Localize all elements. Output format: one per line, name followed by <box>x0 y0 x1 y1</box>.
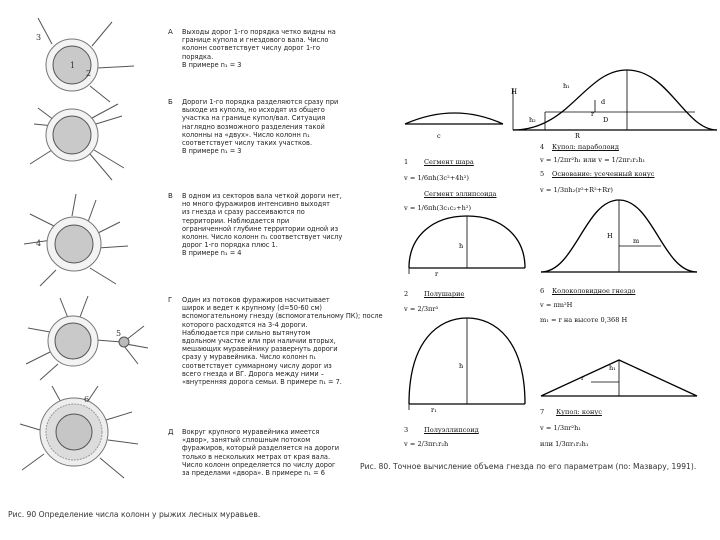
semi-ellipsoid-formula: v = 2/3πr₁r₂h <box>404 440 449 448</box>
nest-profile <box>513 70 717 130</box>
hemisphere-title: Полушарие <box>424 290 465 298</box>
variant-letter-g: Г <box>168 296 173 304</box>
label-a-1: 1 <box>70 61 76 70</box>
fig7-h1: h₁ <box>609 364 616 372</box>
diagram-a <box>38 18 134 102</box>
cone-figure <box>541 360 697 396</box>
label-R: R <box>575 132 580 140</box>
label-v-4: 4 <box>36 239 42 248</box>
variant-letter-d: Д <box>168 428 174 436</box>
segment-formula: v = 1/6πh(3c²+4h²) <box>404 174 469 182</box>
label-c: c <box>437 132 441 140</box>
label-H: H <box>511 88 518 96</box>
item-1-number: 1 <box>404 158 409 166</box>
fig2-r: r <box>435 270 439 278</box>
variant-text-v: В одном из секторов вала четкой дороги нет, но много фуражиров интенсивно выходят из гнезда и сразу рассеиваются по территории. Наблюдается при ограниченной глубине территории одной из колонн. Число колонн n₁ соответствует числу дорог 1-го порядка плюс 1. В примере n₁ = 4 <box>182 192 343 258</box>
frustum-title: Основание: усеченный конус <box>552 170 655 178</box>
label-a-2: 2 <box>86 69 92 78</box>
cone-title: Купол: конус <box>556 408 602 416</box>
bell-formula: v = πm²H <box>540 301 573 309</box>
segment-title: Сегмент шара <box>424 158 474 166</box>
paraboloid-formula: v = 1/2πr²h₁ или v = 1/2πr₁r₂h₁ <box>540 156 646 164</box>
semi-ellipsoid-title: Полуэллипсоид <box>424 426 479 434</box>
fig6-m: m <box>633 237 640 245</box>
fig3-r1: r₁ <box>431 406 437 414</box>
bell-figure <box>541 200 697 272</box>
variant-letter-v: В <box>168 192 173 200</box>
label-g-6: 6 <box>84 395 90 404</box>
bell-title: Колоколовидное гнездо <box>552 287 636 295</box>
bell-note: m₁ = r на высоте 0,368 H <box>540 316 628 324</box>
segment-arc <box>405 113 503 124</box>
variant-letter-b: Б <box>168 98 173 106</box>
cone-formula-alt: или 1/3πr₁r₂h₁ <box>540 440 589 448</box>
item-7-number: 7 <box>540 408 545 416</box>
item-3-number: 3 <box>404 426 409 434</box>
label-r: r <box>591 110 595 118</box>
item-4-number: 4 <box>540 143 545 151</box>
label-g-5: 5 <box>116 329 122 338</box>
hemisphere-formula: v = 2/3πr³ <box>404 305 439 313</box>
cone-formula: v = 1/3πr²h₁ <box>540 424 582 432</box>
paraboloid-title: Купол: параболоид <box>552 143 619 151</box>
variant-text-b: Дороги 1-го порядка разделяются сразу при выходе из купола, но исходят из общего участка на границе купол/вал. Ситуация наглядно возможного разделения такой колонны на «двух». Число колонн n₁ соответствует числу таких участков. В примере n₁ = 3 <box>182 98 339 156</box>
item-6-number: 6 <box>540 287 545 295</box>
diagram-b <box>30 104 124 180</box>
colony-diagrams <box>0 0 173 500</box>
variant-letter-a: А <box>168 28 173 36</box>
frustum-formula: v = 1/3πh₂(r²+R²+Rr) <box>540 186 613 194</box>
semi-ellipsoid-figure <box>409 318 525 410</box>
label-a-3: 3 <box>36 33 42 42</box>
hemisphere-figure <box>409 216 525 274</box>
diagram-g <box>26 296 148 380</box>
item-2-number: 2 <box>404 290 409 298</box>
segment-ellipsoid-title: Сегмент эллипсоида <box>424 190 497 198</box>
volume-figures <box>395 0 720 470</box>
fig3-h: h <box>459 362 464 370</box>
label-d: d <box>601 98 606 106</box>
variant-text-g: Один из потоков фуражиров насчитывает широк и ведет к крупному (d=50-60 см) вспомогательному гнезду (вспомогательному ПК); после которого расходятся на 3-4 дороги. Наблюдается при сильно вытянутом вдольном участке или при наличии вторых, мешающих муравейнику развернуть дороги сразу у муравейника. Число колонн n₁ соответствует суммарному числу дорог из всего гнезда и ВГ. Дорога между ними – «внутренняя дорога семьи. В примере n₁ = 7. <box>182 296 383 387</box>
variant-text-d: Вокруг крупного муравейника имеется «двор», занятый сплошным потоком фуражиров, который разделяется на дороги только в нескольких метрах от края вала. Число колонн определяется по числу дорог за пределами «двора». В примере n₁ = 6 <box>182 428 340 478</box>
fig2-h: h <box>459 242 464 250</box>
item-5-number: 5 <box>540 170 545 178</box>
fig6-H: H <box>607 232 613 240</box>
figure-90-caption: Рис. 90 Определение числа колонн у рыжих лесных муравьев. <box>8 510 261 519</box>
fig7-r: r <box>581 374 585 382</box>
label-h2: h₂ <box>529 116 536 124</box>
variant-text-a: Выходы дорог 1-го порядка четко видны на границе купола и гнездового вала. Число колонн соответствует числу дорог 1-го порядка. В примере n₁ = 3 <box>182 28 336 69</box>
label-h1: h₁ <box>563 82 570 90</box>
label-D: D <box>603 116 609 124</box>
figure-80-caption: Рис. 80. Точное вычисление объема гнезда по его параметрам (по: Мазвару, 1991). <box>360 462 697 471</box>
diagram-d <box>20 386 138 478</box>
segment-ellipsoid-formula: v = 1/6πh(3c₁c₂+h²) <box>404 204 472 212</box>
